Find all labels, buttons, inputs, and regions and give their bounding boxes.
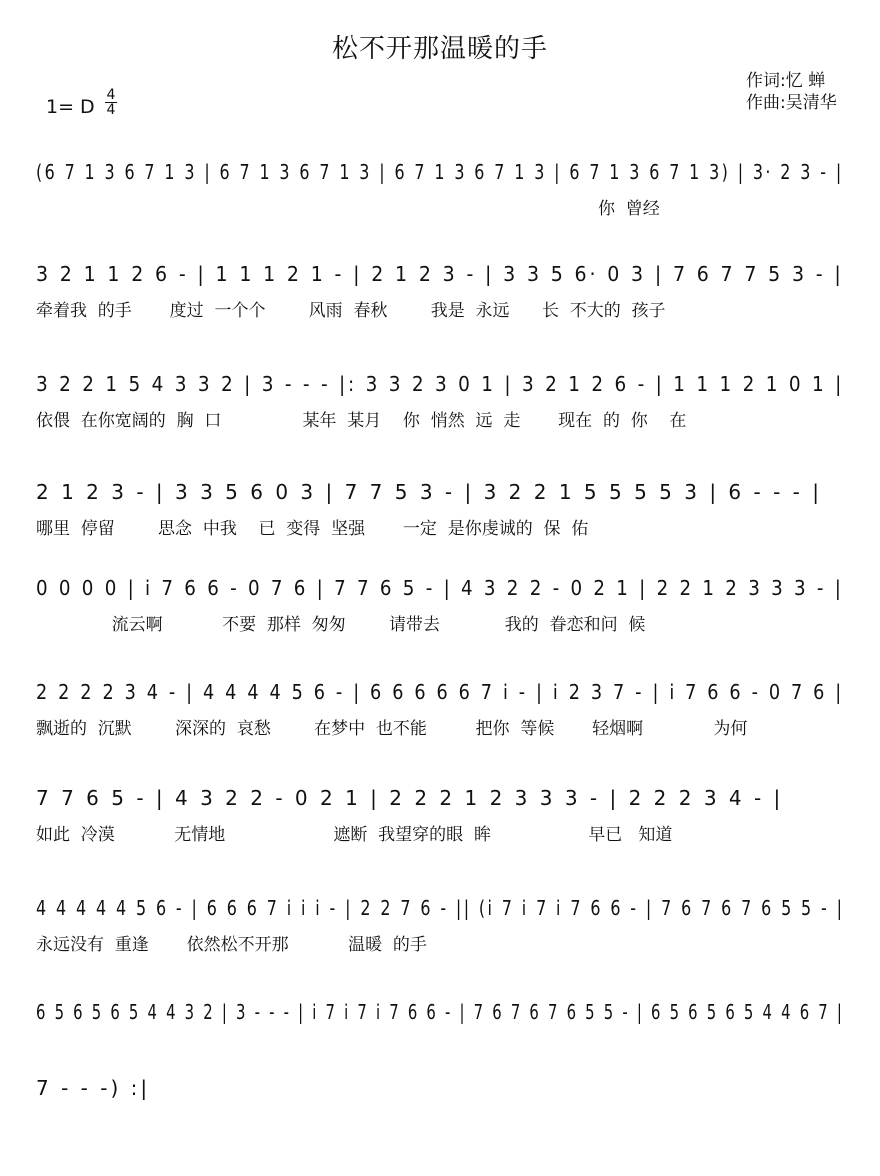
score-line-7 [0, 786, 880, 886]
notes: 2 2 2 2 3 4 - | 4 4 4 4 5 6 - | 6 6 6 6 6 7 i - | i 2 3 7 - | i 7 6 6 - 0 7 6 | [36, 680, 844, 704]
score-line-2 [0, 262, 880, 362]
lyrics: 牵着我 的手 度过 一个个 风雨 春秋 我是 永远 长 不大的 孩子 [36, 301, 666, 321]
time-signature-bottom: 4 [106, 102, 116, 118]
notes: (6 7 1 3 6 7 1 3 | 6 7 1 3 6 7 1 3 | 6 7 1 3 6 7 1 3 | 6 7 1 3 6 7 1 3) | 3· 2 3 - | [36, 160, 844, 184]
time-signature-top: 4 [106, 87, 116, 103]
lyrics: 永远没有 重逢 依然松不开那 温暖 的手 [36, 935, 427, 955]
time-signature [104, 88, 118, 117]
score-line-4 [0, 480, 880, 580]
notes: 7 - - -) :| [36, 1076, 151, 1100]
lyrics: 飘逝的 沉默 深深的 哀愁 在梦中 也不能 把你 等候 轻烟啊 为何 [36, 719, 748, 739]
score-line-10 [0, 1076, 880, 1176]
lyrics: 流云啊 不要 那样 匆匆 请带去 我的 眷恋和问 候 [36, 615, 646, 635]
notes: 0 0 0 0 | i 7 6 6 - 0 7 6 | 7 7 6 5 - | 4 3 2 2 - 0 2 1 | 2 2 1 2 3 3 3 - | [36, 576, 844, 600]
lyrics: 哪里 停留 思念 中我 已 变得 坚强 一定 是你虔诚的 保 佑 [36, 519, 589, 539]
lyrics: 如此 冷漠 无情地 遮断 我望穿的眼 眸 早已 知道 [36, 825, 673, 845]
credits [746, 70, 837, 114]
lyrics: 你 曾经 [36, 199, 660, 219]
notes: 4 4 4 4 4 5 6 - | 6 6 6 7 i i i - | 2 2 7 6 - || (i 7 i 7 i 7 6 6 - | 7 6 7 6 7 6 5 5 - | [36, 896, 845, 920]
lyricist: 作词:忆 蝉 [746, 71, 826, 91]
key-signature: 1= D [46, 96, 95, 118]
notes: 2 1 2 3 - | 3 3 5 6 0 3 | 7 7 5 3 - | 3 2 2 1 5 5 5 5 3 | 6 - - - | [36, 480, 822, 504]
composer: 作曲:吴清华 [746, 93, 837, 113]
notes: 3 2 1 1 2 6 - | 1 1 1 2 1 - | 2 1 2 3 - | 3 3 5 6· 0 3 | 7 6 7 7 5 3 - | [36, 262, 844, 286]
score-line-3 [0, 372, 880, 472]
score-line-5 [0, 576, 880, 676]
score-line-6 [0, 680, 880, 780]
score-line-1 [0, 160, 880, 260]
score-line-8 [0, 896, 880, 996]
song-title: 松不开那温暖的手 [331, 34, 548, 64]
notes: 3 2 2 1 5 4 3 3 2 | 3 - - - |: 3 3 2 3 0 1 | 3 2 1 2 6 - | 1 1 1 2 1 0 1 | [36, 372, 845, 396]
lyrics: 依偎 在你宽阔的 胸 口 某年 某月 你 悄然 远 走 现在 的 你 在 [36, 411, 687, 431]
notes: 6 5 6 5 6 5 4 4 3 2 | 3 - - - | i 7 i 7 i 7 6 6 - | 7 6 7 6 7 6 5 5 - | 6 5 6 5 6 5 4 4 6 7 | [36, 1000, 845, 1024]
notes: 7 7 6 5 - | 4 3 2 2 - 0 2 1 | 2 2 2 1 2 3 3 3 - | 2 2 2 3 4 - | [36, 786, 784, 810]
